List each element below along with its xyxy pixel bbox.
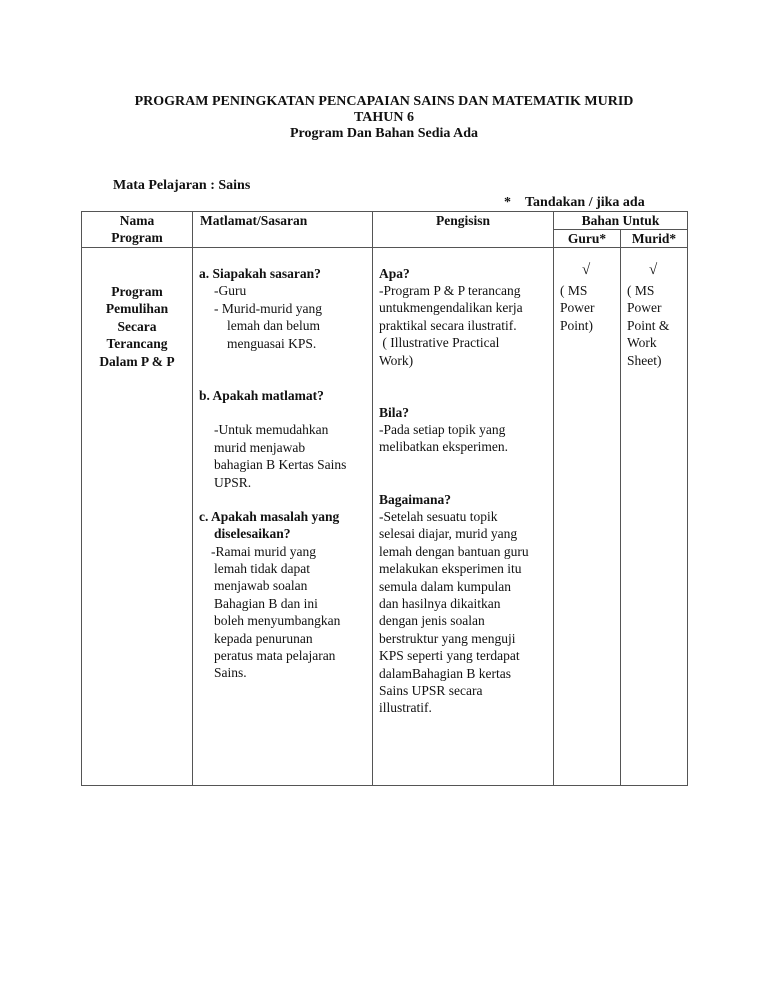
header-murid: Murid*: [631, 231, 677, 246]
murid-material-line: Work: [627, 335, 657, 351]
header-pengisian: Pengisisn: [435, 213, 490, 228]
murid-check-icon: √: [649, 262, 658, 278]
tick-note: [504, 195, 645, 211]
header-bahan-untuk: Bahan Untuk: [581, 213, 660, 228]
answer-bagaimana-line: Sains UPSR secara: [379, 683, 483, 699]
answer-b: [214, 421, 346, 491]
answer-c-line: peratus mata pelajaran: [214, 648, 336, 664]
answer-b-line: UPSR.: [214, 474, 252, 490]
program-line: Secara: [117, 318, 157, 334]
answer-b-line: -Untuk memudahkan: [214, 422, 329, 437]
column-divider: [620, 229, 621, 786]
document-title: PROGRAM PENINGKATAN PENCAPAIAN SAINS DAN MATEMATIK MURID: [134, 94, 634, 109]
answer-bagaimana-line: melakukan eksperimen itu: [379, 561, 522, 577]
guru-material-line: Power: [560, 300, 595, 316]
answer-bagaimana-line: semula dalam kumpulan: [379, 578, 511, 594]
answer-c-line: Sains.: [214, 665, 247, 681]
answer-bila-line: melibatkan eksperimen.: [379, 439, 508, 455]
answer-bagaimana-line: illustratif.: [379, 700, 432, 716]
program-line: Program: [111, 284, 163, 299]
guru-material: [560, 282, 595, 334]
answer-a-line: - Murid-murid yang: [214, 301, 322, 316]
guru-check-icon: √: [582, 262, 591, 278]
note-asterisk: *: [504, 195, 511, 210]
murid-material-line: Point &: [627, 317, 670, 333]
answer-apa: [379, 282, 523, 369]
answer-c-line: lemah tidak dapat: [214, 561, 310, 576]
murid-material-line: ( MS: [627, 283, 655, 298]
answer-apa-line: Work): [379, 352, 414, 368]
answer-apa-line: untukmengendalikan kerja: [379, 300, 523, 316]
question-c-cont: diselesaikan?: [214, 526, 291, 541]
murid-material-line: Power: [627, 300, 662, 316]
answer-c: [214, 560, 340, 682]
table-right-border: [687, 211, 688, 786]
program-line: Terancang: [106, 336, 168, 352]
question-bila: Bila?: [379, 405, 410, 420]
program-line: Pemulihan: [105, 301, 169, 317]
answer-a-line: lemah dan belum: [227, 318, 320, 333]
answer-bagaimana-line: lemah dengan bantuan guru: [379, 543, 529, 559]
column-divider: [372, 211, 373, 786]
answer-c-line: kepada penurunan: [214, 630, 313, 646]
document-subtitle: Program Dan Bahan Sedia Ada: [290, 126, 478, 141]
answer-apa-line: ( Illustrative Practical: [379, 335, 500, 351]
murid-material: [627, 282, 669, 369]
answer-bagaimana-line: -Setelah sesuatu topik: [379, 509, 498, 524]
answer-bagaimana-line: berstruktur yang menguji: [379, 630, 516, 646]
answer-bagaimana-line: dengan jenis soalan: [379, 613, 485, 629]
guru-material-line: Point): [560, 317, 594, 333]
answer-apa-line: -Program P & P terancang: [379, 283, 521, 298]
answer-c-line: -Ramai murid yang: [211, 544, 316, 559]
program-line: Dalam P & P: [99, 353, 175, 369]
murid-material-line: Sheet): [627, 352, 662, 368]
answer-bagaimana-line: KPS seperti yang terdapat: [379, 648, 520, 664]
answer-c-line: menjawab soalan: [214, 578, 308, 594]
header-nama: Nama: [119, 213, 155, 228]
answer-bagaimana-line: selesai diajar, murid yang: [379, 526, 518, 542]
answer-c-line: Bahagian B dan ini: [214, 595, 318, 611]
answer-bagaimana-line: dan hasilnya dikaitkan: [379, 596, 501, 612]
answer-bagaimana-line: dalamBahagian B kertas: [379, 665, 511, 681]
header-matlamat: Matlamat/Sasaran: [200, 213, 308, 228]
program-name: [82, 283, 192, 370]
guru-material-line: ( MS: [560, 283, 588, 298]
column-divider: [553, 211, 554, 786]
answer-bagaimana: [379, 508, 529, 717]
question-b: b. Apakah matlamat?: [199, 388, 324, 403]
question-bagaimana: Bagaimana?: [379, 492, 452, 507]
answer-a-line: menguasai KPS.: [227, 336, 317, 351]
answer-a-line: -Guru: [214, 283, 247, 298]
question-apa: Apa?: [379, 266, 410, 281]
header-guru: Guru*: [567, 231, 607, 246]
subject-label: Mata Pelajaran : Sains: [113, 178, 251, 193]
header-nama-program: [82, 212, 192, 247]
note-text: Tandakan / jika ada: [525, 195, 645, 210]
answer-b-line: bahagian B Kertas Sains: [214, 457, 347, 472]
document-year: TAHUN 6: [353, 110, 415, 125]
question-c: c. Apakah masalah yang: [199, 509, 340, 524]
answer-bila: [379, 421, 508, 456]
answer-b-line: murid menjawab: [214, 439, 306, 455]
table-bottom-border: [81, 785, 688, 786]
answer-apa-line: praktikal secara ilustratif.: [379, 317, 517, 333]
question-a: a. Siapakah sasaran?: [199, 266, 321, 281]
column-divider: [192, 211, 193, 786]
header-program: Program: [111, 230, 163, 246]
answer-bila-line: -Pada setiap topik yang: [379, 422, 506, 437]
answer-c-line: boleh menyumbangkan: [214, 613, 341, 629]
